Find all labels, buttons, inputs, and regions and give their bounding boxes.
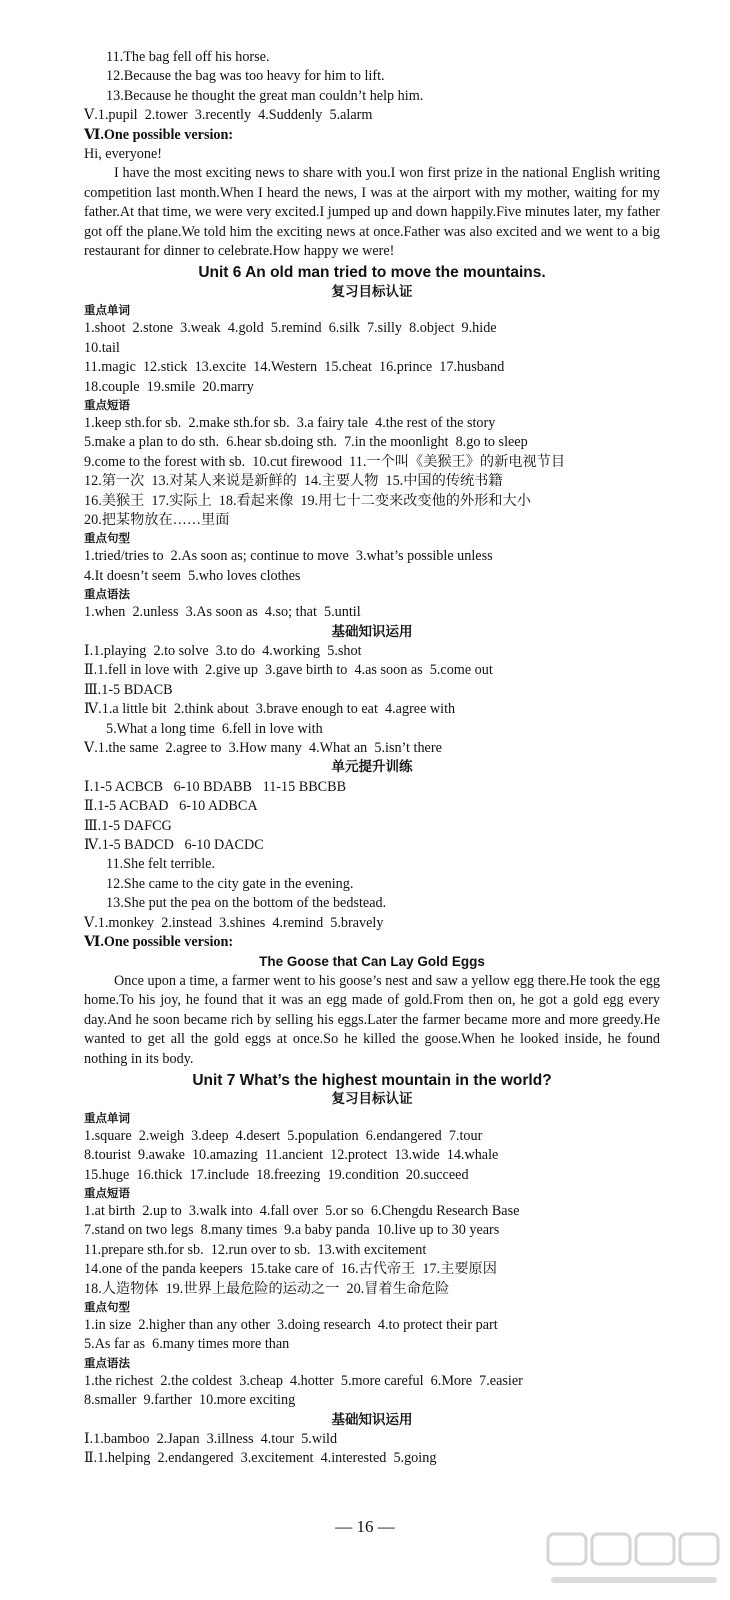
prev-essay: I have the most exciting news to share with you.I won first prize in the national English writing competition last month.When I heard the news, I was at the airport with my mother, waiting for my father.At that time, we were very excited.I jumped up and down happily.Five minutes later, my father got off the plane.We told him the exciting news at once.Father was also excited and we went to a big restaurant for dinner to celebrate.How happy we were!	[84, 165, 660, 260]
unit7-phrases-line: 18.人造物体 19.世界上最危险的运动之一 20.冒着生命危险	[84, 1280, 450, 1297]
unit6-story-title: The Goose that Can Lay Gold Eggs	[259, 954, 485, 970]
unit7-phrases-line: 11.prepare sth.for sb. 12.run over to sb. 13.with excitement	[84, 1241, 427, 1258]
unit7-sentences-line: 1.in size 2.higher than any other 3.doing research 4.to protect their part	[84, 1316, 498, 1333]
prev-greeting: Hi, everyone!	[84, 146, 162, 163]
unit6-training-heading: 单元提升训练	[331, 759, 413, 776]
unit7-grammar-heading: 重点语法	[84, 1355, 130, 1370]
prev-section-v: Ⅴ.1.pupil 2.tower 3.recently 4.Suddenly 5.alarm	[84, 107, 373, 124]
unit6-training-line: 13.She put the pea on the bottom of the bedstead.	[106, 895, 387, 912]
unit6-sentences-line: 1.tried/tries to 2.As soon as; continue to move 3.what’s possible unless	[84, 548, 493, 565]
unit6-words-line: 10.tail	[84, 339, 120, 356]
unit7-words-line: 15.huge 16.thick 17.include 18.freezing 19.condition 20.succeed	[84, 1166, 469, 1183]
unit6-story: Once upon a time, a farmer went to his goose’s nest and saw a yellow egg there.He took the egg home.To his joy, he found that it was an egg made of gold.From then on, he got a gold egg every day.And he soon became rich by selling his eggs.Later the farmer became more and more greedy.He wanted to get all the gold eggs at once.So he killed the goose.When he looked inside, he found nothing in its body.	[84, 972, 660, 1067]
unit7-phrases-line: 14.one of the panda keepers 15.take care of 16.古代帝王 17.主要原因	[84, 1261, 497, 1278]
watermark-logo-icon	[544, 1530, 724, 1594]
unit6-words-line: 18.couple 19.smile 20.marry	[84, 378, 254, 395]
unit6-training-line: Ⅰ.1-5 ACBCB 6-10 BDABB 11-15 BBCBB	[84, 778, 347, 795]
unit7-basic-heading: 基础知识运用	[331, 1411, 413, 1428]
unit7-review-heading: 复习目标认证	[331, 1091, 413, 1108]
unit6-basic-line: Ⅳ.1.a little bit 2.think about 3.brave enough to eat 4.agree with	[84, 701, 456, 718]
unit6-basic-line: 5.What a long time 6.fell in love with	[106, 720, 323, 737]
unit7-words-line: 8.tourist 9.awake 10.amazing 11.ancient 12.protect 13.wide 14.whale	[84, 1147, 499, 1164]
unit7-grammar-line: 8.smaller 9.farther 10.more exciting	[84, 1392, 296, 1409]
unit6-phrases-line: 20.把某物放在……里面	[84, 511, 230, 528]
unit6-words-line: 1.shoot 2.stone 3.weak 4.gold 5.remind 6.silk 7.silly 8.object 9.hide	[84, 320, 497, 337]
unit7-grammar-line: 1.the richest 2.the coldest 3.cheap 4.hotter 5.more careful 6.More 7.easier	[84, 1372, 523, 1389]
prev-section-vi-heading: Ⅵ.One possible version:	[84, 126, 234, 143]
unit6-training-line: Ⅱ.1-5 ACBAD 6-10 ADBCA	[84, 798, 258, 815]
unit6-training-line: 11.She felt terrible.	[106, 856, 215, 873]
unit6-phrases-line: 5.make a plan to do sth. 6.hear sb.doing sth. 7.in the moonlight 8.go to sleep	[84, 434, 528, 451]
unit7-words-line: 1.square 2.weigh 3.deep 4.desert 5.population 6.endangered 7.tour	[84, 1127, 483, 1144]
unit7-title: Unit 7 What’s the highest mountain in the world?	[192, 1071, 552, 1089]
unit6-phrases-heading: 重点短语	[84, 397, 130, 412]
unit6-training-line: Ⅳ.1-5 BADCD 6-10 DACDC	[84, 837, 264, 854]
unit7-sentences-line: 5.As far as 6.many times more than	[84, 1336, 290, 1353]
unit6-training-line: 12.She came to the city gate in the evening.	[106, 875, 354, 892]
unit6-basic-line: Ⅰ.1.playing 2.to solve 3.to do 4.working 5.shot	[84, 642, 362, 659]
unit7-phrases-line: 1.at birth 2.up to 3.walk into 4.fall over 5.or so 6.Chengdu Research Base	[84, 1202, 520, 1219]
unit6-training-line: Ⅴ.1.monkey 2.instead 3.shines 4.remind 5.bravely	[84, 914, 384, 931]
unit6-words-heading: 重点单词	[84, 303, 130, 318]
unit7-sentences-heading: 重点句型	[84, 1299, 130, 1314]
unit7-words-heading: 重点单词	[84, 1110, 130, 1125]
unit7-basic-line: Ⅰ.1.bamboo 2.Japan 3.illness 4.tour 5.wild	[84, 1431, 338, 1447]
unit6-basic-line: Ⅲ.1-5 BDACB	[84, 681, 173, 698]
unit7-basic-line: Ⅱ.1.helping 2.endangered 3.excitement 4.interested 5.going	[84, 1450, 437, 1467]
unit6-phrases-line: 9.come to the forest with sb. 10.cut firewood 11.一个叫《美猴王》的新电视节目	[84, 453, 566, 470]
unit6-phrases-line: 1.keep sth.for sb. 2.make sth.for sb. 3.a fairy tale 4.the rest of the story	[84, 414, 496, 431]
unit6-phrases-line: 12.第一次 13.对某人来说是新鲜的 14.主要人物 15.中国的传统书籍	[84, 473, 503, 490]
unit6-grammar-heading: 重点语法	[84, 587, 130, 602]
prev-answer-line: 12.Because the bag was too heavy for him to lift.	[106, 68, 385, 85]
unit6-basic-heading: 基础知识运用	[331, 623, 413, 640]
prev-answer-line: 13.Because he thought the great man couldn’t help him.	[106, 87, 424, 104]
unit6-words-line: 11.magic 12.stick 13.excite 14.Western 15.cheat 16.prince 17.husband	[84, 359, 505, 376]
unit6-section-vi-heading: Ⅵ.One possible version:	[84, 934, 234, 951]
unit7-phrases-line: 7.stand on two legs 8.many times 9.a baby panda 10.live up to 30 years	[84, 1222, 500, 1239]
unit6-basic-line: Ⅱ.1.fell in love with 2.give up 3.gave birth to 4.as soon as 5.come out	[84, 662, 493, 679]
unit6-basic-line: Ⅴ.1.the same 2.agree to 3.How many 4.What an 5.isn’t there	[84, 740, 442, 756]
prev-answer-line: 11.The bag fell off his horse.	[106, 49, 270, 65]
unit6-sentences-heading: 重点句型	[84, 531, 130, 546]
unit6-grammar-line: 1.when 2.unless 3.As soon as 4.so; that 5.until	[84, 604, 361, 621]
unit7-phrases-heading: 重点短语	[84, 1185, 130, 1200]
unit6-training-line: Ⅲ.1-5 DAFCG	[84, 817, 172, 834]
unit6-sentences-line: 4.It doesn’t seem 5.who loves clothes	[84, 567, 301, 584]
unit6-phrases-line: 16.美猴王 17.实际上 18.看起来像 19.用七十二变来改变他的外形和大小	[84, 492, 531, 509]
page-number: — 16 —	[335, 1517, 395, 1536]
unit6-review-heading: 复习目标认证	[331, 283, 413, 300]
unit6-title: Unit 6 An old man tried to move the mountains.	[198, 264, 546, 282]
